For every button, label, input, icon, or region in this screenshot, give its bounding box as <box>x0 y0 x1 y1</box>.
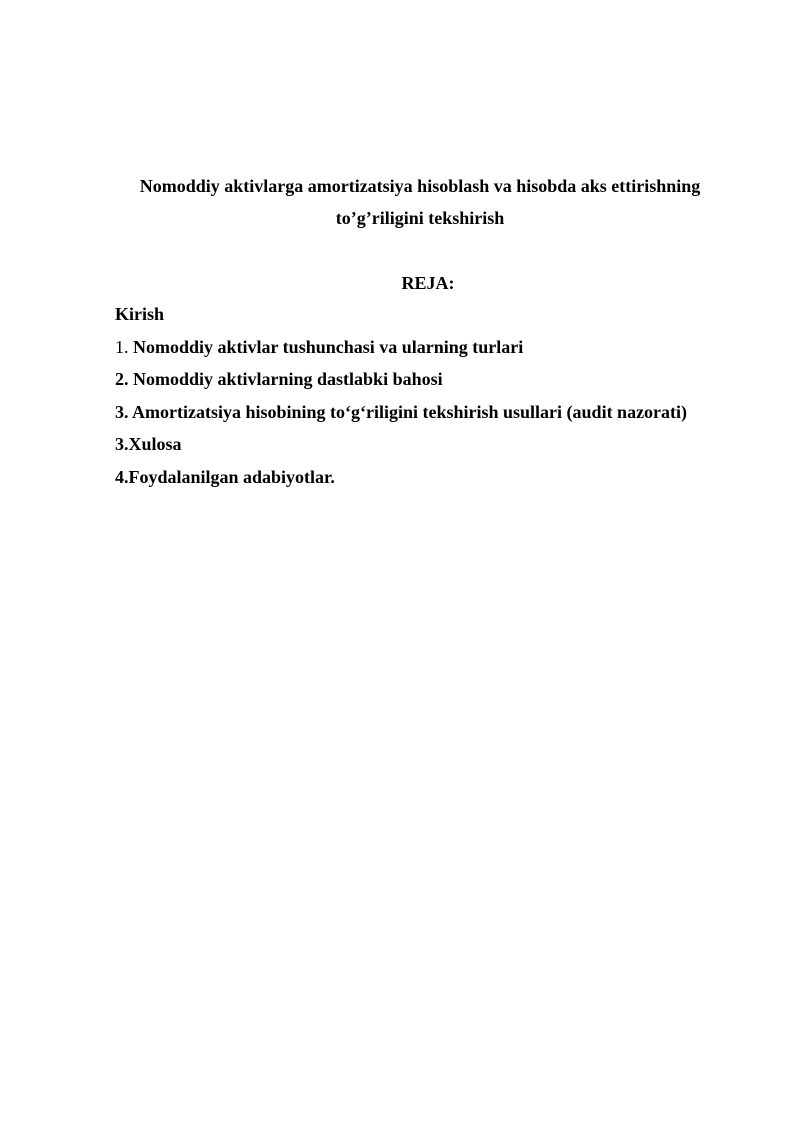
plan-item-text: Kirish <box>115 304 165 324</box>
plan-item-2 <box>115 363 687 396</box>
title-line-1: Nomoddiy aktivlarga amortizatsiya hisoblash va hisobda aks ettirishning <box>139 176 701 196</box>
document-title <box>115 170 725 234</box>
plan-item-conclusion <box>115 428 687 461</box>
plan-list <box>115 298 687 493</box>
plan-item-text: Nomoddiy aktivlar tushunchasi va ularning turlari <box>128 336 524 357</box>
plan-item-1 <box>115 331 687 364</box>
plan-item-text: 2. Nomoddiy aktivlarning dastlabki bahosi <box>115 369 443 389</box>
title-line-2: to’g’riligini tekshirish <box>335 208 505 228</box>
plan-item-text: 3. Amortizatsiya hisobining to‘g‘riligini tekshirish usullari (audit nazorati) <box>115 401 688 422</box>
plan-item-3 <box>115 396 687 429</box>
plan-heading: REJA: <box>401 273 455 293</box>
plan-item-introduction <box>115 298 687 331</box>
plan-item-text: 4.Foydalanilgan adabiyotlar. <box>115 466 335 487</box>
plan-item-text: 3.Xulosa <box>115 434 182 454</box>
plan-item-references <box>115 461 687 494</box>
plan-item-number: 1. <box>115 336 129 357</box>
